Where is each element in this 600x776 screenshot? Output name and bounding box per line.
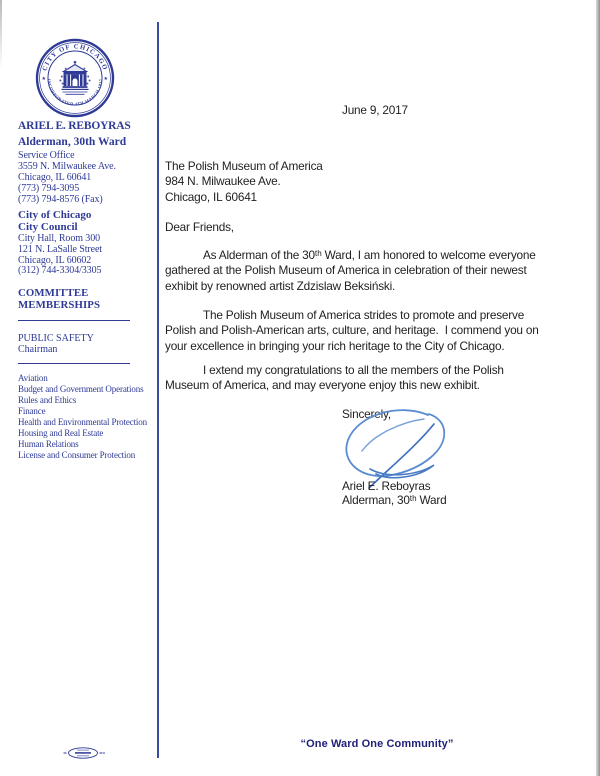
paragraph-line: Museum of America, and may everyone enjoy this new exhibit. bbox=[165, 378, 480, 393]
city-council-org2: City Council bbox=[18, 220, 78, 233]
city-of-chicago-seal-icon bbox=[35, 38, 115, 118]
alderman-name: ARIEL E. REBOYRAS bbox=[18, 120, 131, 132]
city-council-address3: Chicago, IL 60602 bbox=[18, 254, 92, 266]
membership-item: Health and Environmental Protection bbox=[18, 417, 147, 427]
chair-role: Chairman bbox=[18, 344, 58, 355]
committee-memberships-heading bbox=[18, 287, 100, 312]
service-office-label: Service Office bbox=[18, 150, 75, 161]
membership-item: Finance bbox=[18, 406, 46, 416]
membership-item: Rules and Ethics bbox=[18, 395, 77, 405]
membership-item: Aviation bbox=[18, 373, 48, 383]
paragraph-2 bbox=[165, 308, 539, 354]
signer-title: Alderman, 30ᵗʰ Ward bbox=[342, 492, 447, 507]
chairmanship-block bbox=[18, 333, 94, 355]
alderman-title: Alderman, 30th Ward bbox=[18, 136, 127, 148]
city-council-org1: City of Chicago bbox=[18, 209, 92, 221]
paragraph-line: I extend my congratulations to all the members of the Polish bbox=[203, 363, 504, 377]
membership-item: License and Consumer Protection bbox=[18, 450, 136, 460]
membership-item: Housing and Real Estate bbox=[18, 428, 104, 438]
scan-edge-right bbox=[596, 0, 600, 776]
union-printers-bug-icon bbox=[60, 744, 106, 762]
city-council-heading bbox=[18, 210, 91, 234]
service-office-address1: 3559 N. Milwaukee Ave. bbox=[18, 161, 116, 172]
recipient-address-block bbox=[165, 159, 323, 205]
svg-text:★: ★ bbox=[41, 77, 46, 83]
paragraph-line: exhibit by renowned artist Zdzislaw Beksiński. bbox=[165, 278, 396, 293]
service-office-fax: (773) 794-8576 (Fax) bbox=[18, 194, 103, 205]
recipient-line: 984 N. Milwaukee Ave. bbox=[165, 174, 281, 189]
letterhead-vertical-rule bbox=[157, 22, 159, 758]
service-office-address2: Chicago, IL 60641 bbox=[18, 172, 92, 183]
paragraph-line: your excellence in bringing your rich heritage to the City of Chicago. bbox=[165, 338, 505, 353]
paragraph-3 bbox=[165, 363, 504, 394]
paragraph-1 bbox=[165, 248, 536, 294]
ward-motto: “One Ward One Community” bbox=[300, 738, 454, 750]
committee-heading-line2: MEMBERSHIPS bbox=[18, 299, 101, 312]
salutation: Dear Friends, bbox=[165, 220, 234, 234]
city-council-address-block bbox=[18, 234, 102, 277]
committee-membership-list bbox=[18, 373, 147, 461]
membership-item: Human Relations bbox=[18, 439, 79, 449]
recipient-line: Chicago, IL 60641 bbox=[165, 189, 257, 204]
sidebar-divider-rule bbox=[18, 363, 130, 364]
city-council-address1: City Hall, Room 300 bbox=[18, 233, 100, 244]
closing: Sincerely, bbox=[342, 407, 391, 421]
recipient-line: The Polish Museum of America bbox=[165, 159, 323, 173]
seal-top-text: CITY OF CHICAGO bbox=[41, 43, 109, 72]
svg-text:★: ★ bbox=[103, 77, 108, 83]
sidebar-divider-rule bbox=[18, 320, 130, 321]
city-council-phone: (312) 744-3304/3305 bbox=[18, 265, 102, 277]
signer-name: Ariel E. Reboyras bbox=[342, 479, 431, 493]
membership-item: Budget and Government Operations bbox=[18, 384, 144, 394]
committee-heading-line1: COMMITTEE bbox=[18, 287, 89, 299]
service-office-phone: (773) 794-3095 bbox=[18, 183, 80, 194]
service-office-block bbox=[18, 150, 116, 205]
paragraph-line: gathered at the Polish Museum of America in celebration of their newest bbox=[165, 263, 527, 278]
scan-edge-left bbox=[0, 0, 2, 70]
signature-block bbox=[342, 480, 447, 507]
paragraph-line: As Alderman of the 30ᵗʰ Ward, I am honored to welcome everyone bbox=[203, 248, 536, 262]
letter-date: June 9, 2017 bbox=[342, 103, 408, 117]
paragraph-line: Polish and Polish-American arts, culture, and heritage. I commend you on bbox=[165, 323, 539, 338]
city-council-address2: 121 N. LaSalle Street bbox=[18, 243, 102, 255]
paragraph-line: The Polish Museum of America strides to promote and preserve bbox=[203, 308, 525, 322]
seal-bottom-text: INCORPORATED 4TH MARCH 1837 bbox=[46, 78, 104, 107]
chair-committee: PUBLIC SAFETY bbox=[18, 333, 94, 344]
